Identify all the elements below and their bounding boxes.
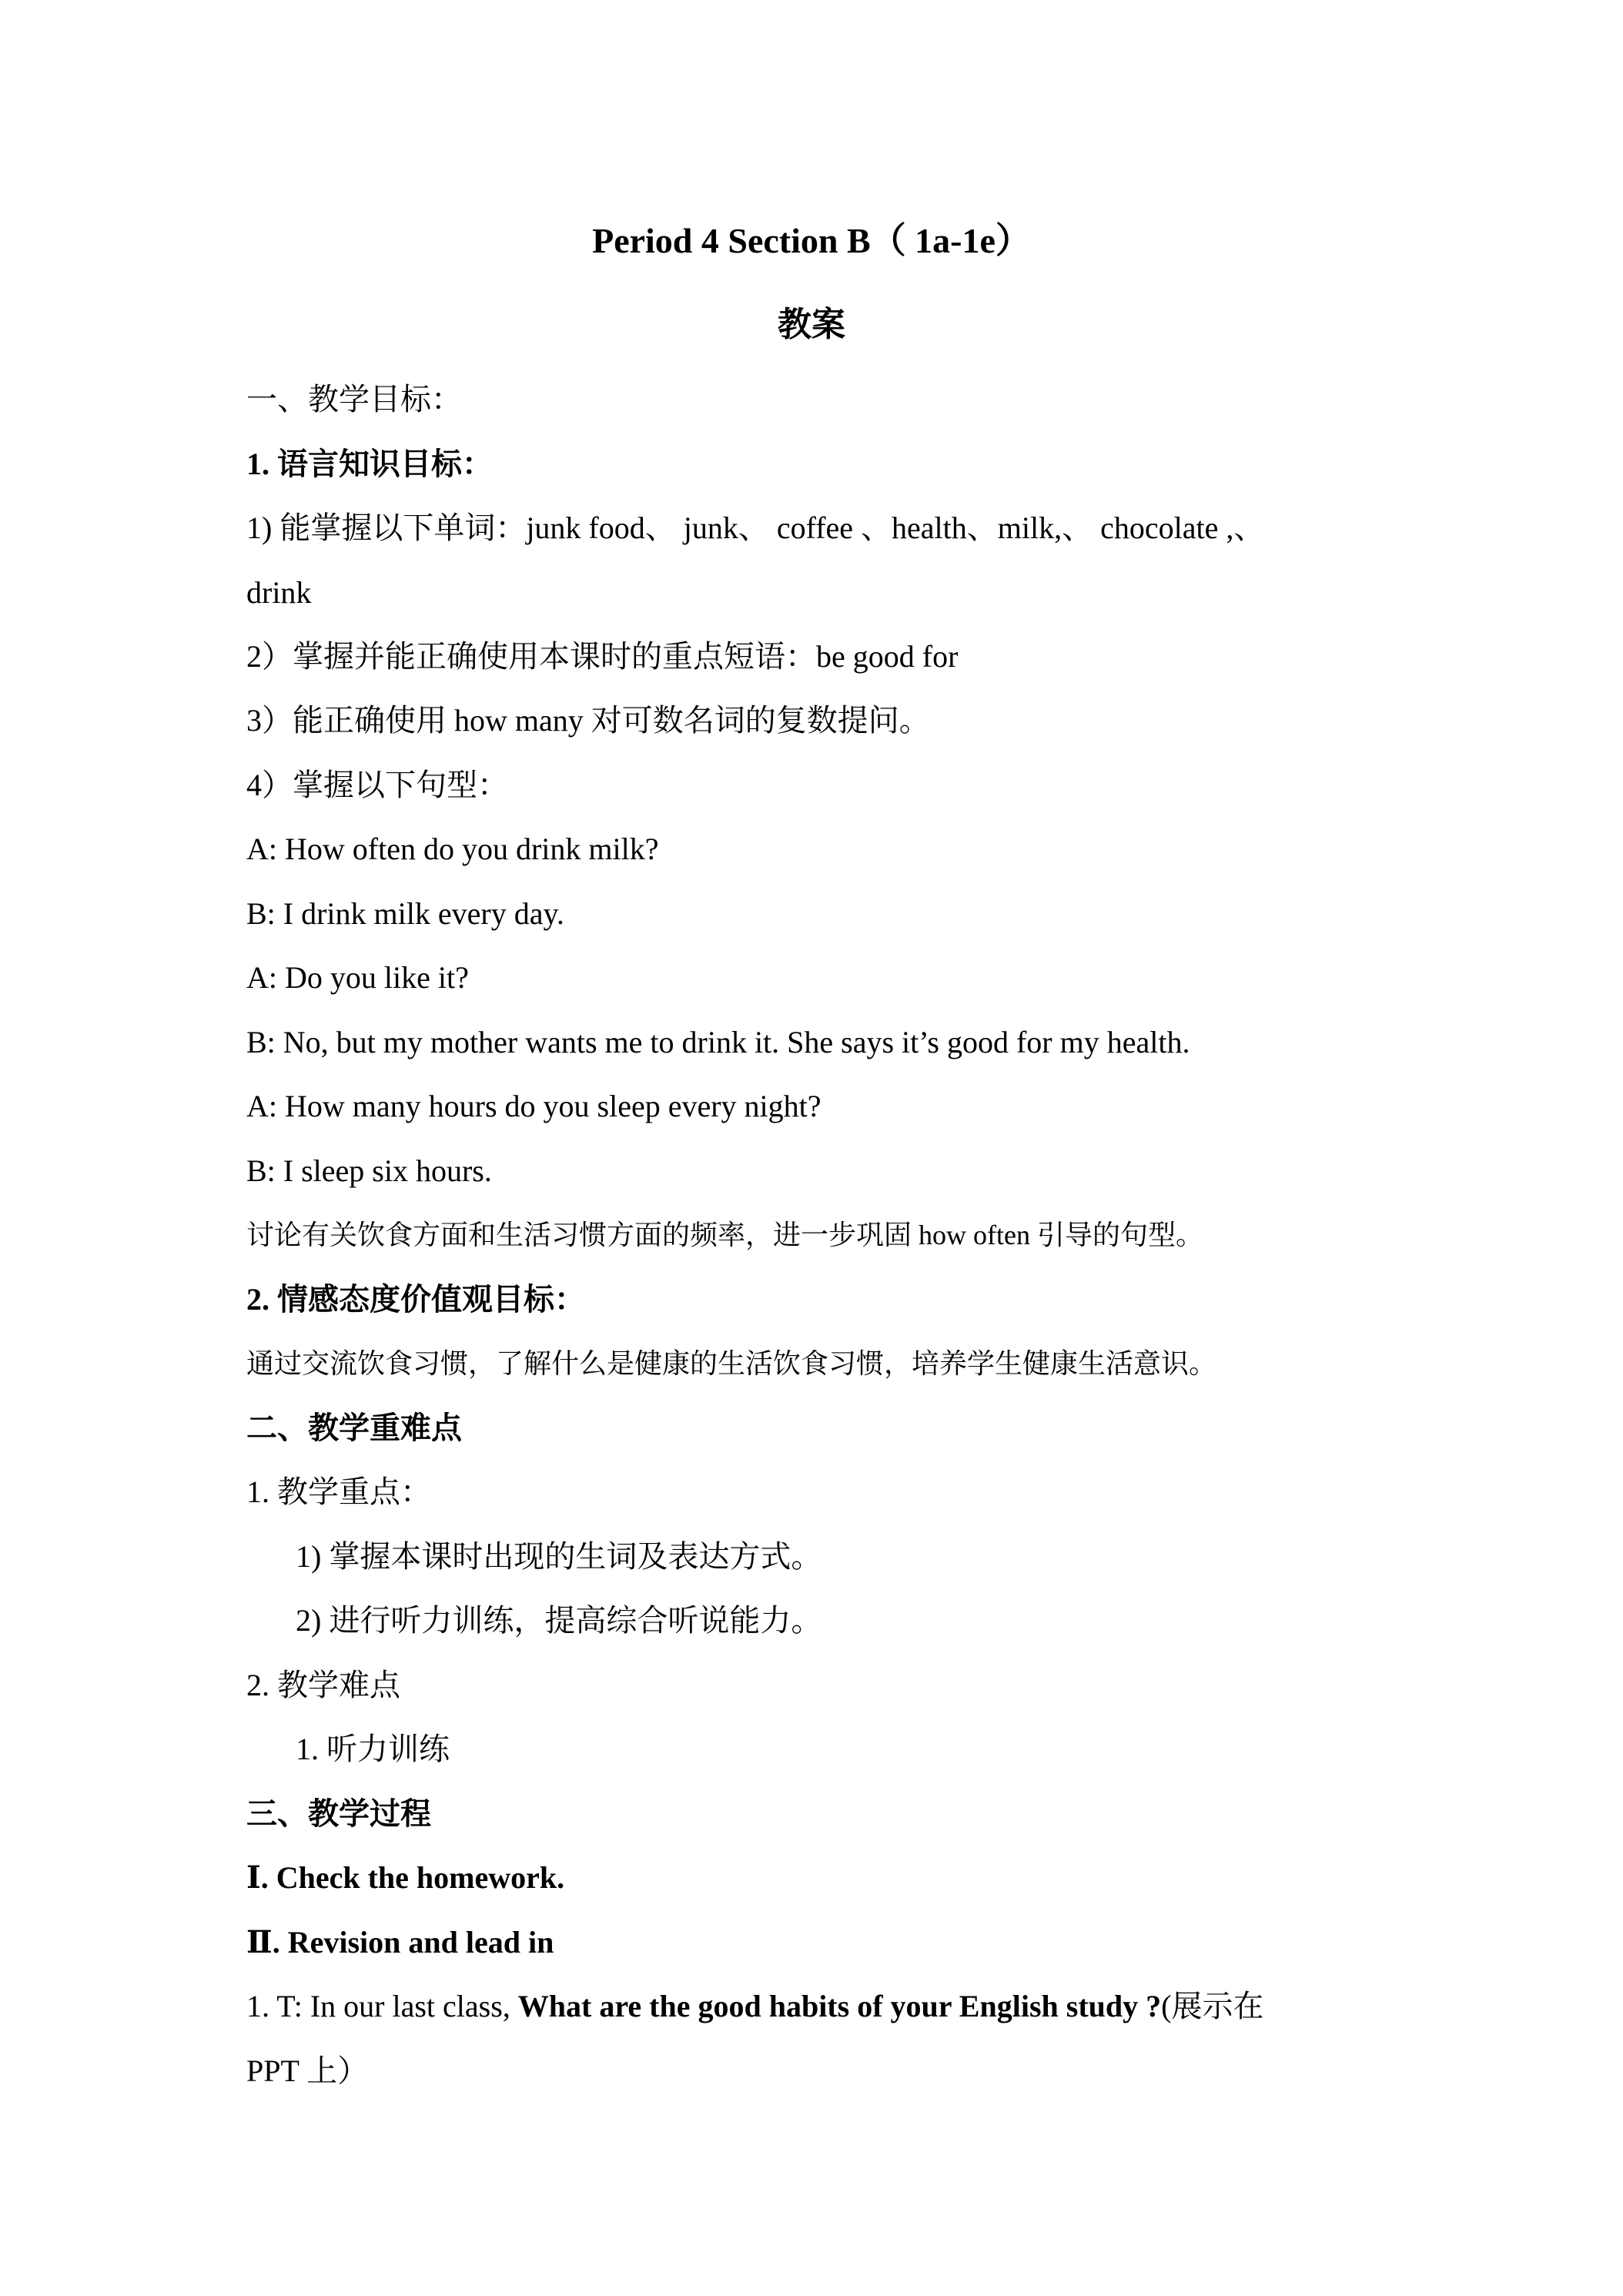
section-1-heading: 一、教学目标： bbox=[246, 382, 462, 417]
section-3-heading: 三、教学过程 bbox=[246, 1796, 431, 1831]
section-2-heading: 二、教学重难点 bbox=[246, 1411, 462, 1445]
attitude-note: 通过交流饮食习惯，了解什么是健康的生活饮食习惯，培养学生健康生活意识。 bbox=[246, 1348, 1217, 1379]
dialogue-line: A: How often do you drink milk? bbox=[246, 832, 659, 866]
dialogue-line: A: Do you like it? bbox=[246, 960, 469, 995]
attitude-goals-heading: 2. 情感态度价值观目标： bbox=[246, 1282, 585, 1317]
step-2-heading: Ⅱ. Revision and lead in bbox=[246, 1925, 554, 1960]
lead-in-prefix: 1. T: In our last class, bbox=[246, 1989, 518, 2023]
lead-in-line bbox=[246, 1987, 1263, 2026]
lead-in-suffix: (展示在 bbox=[1161, 1989, 1264, 2023]
document-subtitle: 教案 bbox=[778, 306, 845, 343]
key-point: 2) 进行听力训练，提高综合听说能力。 bbox=[296, 1603, 822, 1638]
difficulty-label: 2. 教学难点 bbox=[246, 1668, 400, 1702]
dialogue-line: B: No, but my mother wants me to drink it. She says it’s good for my health. bbox=[246, 1025, 1190, 1059]
objective-2: 2）掌握并能正确使用本课时的重点短语：be good for bbox=[246, 639, 959, 674]
dialogue-line: B: I sleep six hours. bbox=[246, 1153, 492, 1188]
dialogue-line: B: I drink milk every day. bbox=[246, 896, 564, 931]
key-points-label: 1. 教学重点： bbox=[246, 1474, 431, 1509]
step-1-heading: Ⅰ. Check the homework. bbox=[246, 1860, 565, 1895]
language-goals-heading: 1. 语言知识目标： bbox=[246, 447, 493, 481]
vocab-line-cont: drink bbox=[246, 575, 312, 610]
objective-4: 4）掌握以下句型： bbox=[246, 768, 508, 802]
difficulty-point: 1. 听力训练 bbox=[296, 1732, 450, 1766]
lead-in-question: What are the good habits of your English study ? bbox=[517, 1989, 1162, 2023]
vocab-line: 1) 能掌握以下单词：junk food、 junk、 coffee 、health、milk,、 chocolate ,、 bbox=[246, 510, 1265, 545]
lead-in-line-cont: PPT 上） bbox=[246, 2053, 369, 2088]
dialogue-line: A: How many hours do you sleep every night? bbox=[246, 1089, 822, 1123]
key-point: 1) 掌握本课时出现的生词及表达方式。 bbox=[296, 1539, 822, 1574]
objective-3: 3）能正确使用 how many 对可数名词的复数提问。 bbox=[246, 703, 930, 738]
discussion-note: 讨论有关饮食方面和生活习惯方面的频率，进一步巩固 how often 引导的句型。 bbox=[246, 1220, 1203, 1250]
document-title: Period 4 Section B（ 1a-1e） bbox=[592, 221, 1031, 260]
